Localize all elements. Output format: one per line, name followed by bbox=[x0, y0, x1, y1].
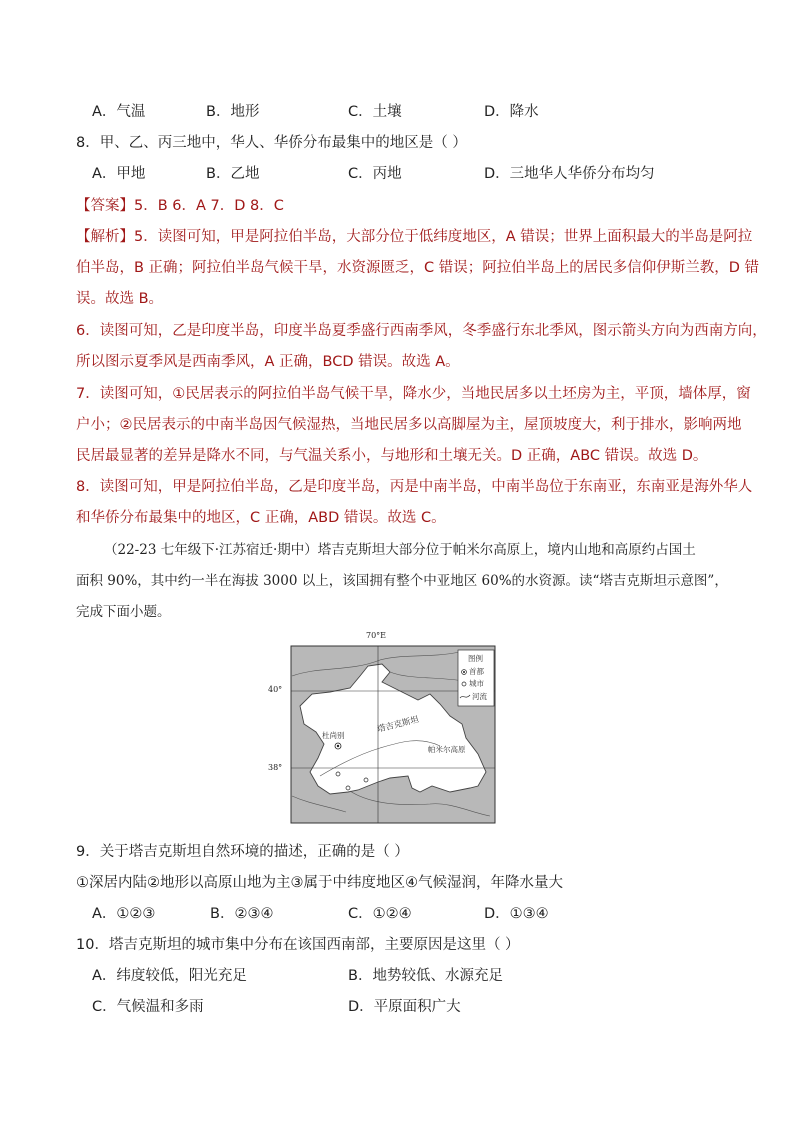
analysis-p8-line2: 和华侨分布最集中的地区，C 正确，ABD 错误。故选 C。 bbox=[76, 510, 446, 526]
city-legend-icon bbox=[462, 682, 466, 686]
map-lon-label: 70°E bbox=[366, 631, 387, 640]
capital-label: 杜尚别 bbox=[322, 731, 345, 740]
map-lat-38-label: 38° bbox=[268, 763, 283, 772]
q9-statements: ①深居内陆②地形以高原山地为主③属于中纬度地区④气候湿润，年降水量大 bbox=[76, 875, 563, 891]
answer-line bbox=[76, 196, 734, 216]
analysis-p6-line2: 所以图示夏季风是西南季风，A 正确，BCD 错误。故选 A。 bbox=[76, 354, 460, 370]
tajikistan-map bbox=[290, 636, 496, 824]
analysis-p8-line1: 8．读图可知，甲是阿拉伯半岛，乙是印度半岛，丙是中南半岛，中南半岛位于东南亚，东南亚是海外华人 bbox=[76, 479, 753, 495]
city-marker-2 bbox=[346, 786, 350, 790]
answer-label: 【答案】 bbox=[76, 198, 134, 214]
q9-option-c[interactable]: C．①②④ bbox=[348, 906, 412, 922]
q7-option-b[interactable]: B．地形 bbox=[206, 104, 260, 120]
analysis-p5-line1 bbox=[76, 227, 753, 247]
q7-option-c[interactable]: C．土壤 bbox=[348, 104, 402, 120]
q10-option-c[interactable]: C．气候温和多雨 bbox=[92, 999, 204, 1015]
q10-option-a[interactable]: A．纬度较低，阳光充足 bbox=[92, 968, 247, 984]
q8-option-a[interactable]: A．甲地 bbox=[92, 166, 146, 182]
q10-stem: 10．塔吉克斯坦的城市集中分布在该国西南部，主要原因是这里（ ） bbox=[76, 937, 520, 953]
analysis-p7-line2: 户小；②民居表示的中南半岛因气候湿热，当地民居多以高脚屋为主，屋顶坡度大，利于排水，影响两地 bbox=[76, 417, 742, 433]
q7-option-a[interactable]: A．气温 bbox=[92, 104, 146, 120]
analysis-label: 【解析】 bbox=[76, 229, 134, 245]
answer-text: 5．B 6．A 7．D 8．C bbox=[134, 198, 284, 214]
q10-option-d[interactable]: D．平原面积广大 bbox=[348, 999, 461, 1015]
legend-river: 河流 bbox=[472, 692, 487, 701]
q8-option-b[interactable]: B．乙地 bbox=[206, 166, 260, 182]
q8-option-c[interactable]: C．丙地 bbox=[348, 166, 402, 182]
map-lat-40-label: 40° bbox=[268, 685, 283, 694]
q9-option-d[interactable]: D．①③④ bbox=[484, 906, 549, 922]
q9-stem: 9．关于塔吉克斯坦自然环境的描述，正确的是（ ） bbox=[76, 844, 409, 860]
analysis-p5-line2: 伯半岛，B 正确；阿拉伯半岛气候干旱，水资源匮乏，C 错误；阿拉伯半岛上的居民多信仰伊斯兰教，D 错 bbox=[76, 260, 760, 276]
analysis-p5-line3: 误。故选 B。 bbox=[76, 291, 164, 307]
analysis-p6-line1: 6．读图可知，乙是印度半岛，印度半岛夏季盛行西南季风，冬季盛行东北季风，图示箭头方向为西南方向， bbox=[76, 323, 767, 339]
plateau-label: 帕米尔高原 bbox=[428, 745, 466, 754]
legend-city: 城市 bbox=[469, 679, 484, 688]
analysis-p7-line1: 7．读图可知，①民居表示的阿拉伯半岛气候干旱，降水少，当地民居多以土坯房为主，平顶，墙体厚，窗 bbox=[76, 386, 751, 402]
city-marker-1 bbox=[336, 772, 340, 776]
country-label: 塔吉克斯坦 bbox=[376, 714, 420, 735]
q8-stem: 8．甲、乙、丙三地中，华人、华侨分布最集中的地区是（ ） bbox=[76, 135, 467, 151]
analysis-p7-line3: 民居最显著的差异是降水不同，与气温关系小，与地形和土壤无关。D 正确，ABC 错误。故选 D。 bbox=[76, 448, 708, 464]
map-svg bbox=[290, 636, 496, 824]
legend-capital: 首都 bbox=[469, 667, 484, 676]
city-marker-3 bbox=[364, 778, 368, 782]
analysis-p5-text1: 5．读图可知，甲是阿拉伯半岛，大部分位于低纬度地区，A 错误；世界上面积最大的半岛是阿拉 bbox=[134, 229, 753, 245]
q9-option-b[interactable]: B．②③④ bbox=[210, 906, 274, 922]
q10-option-b[interactable]: B．地势较低、水源充足 bbox=[348, 968, 503, 984]
intro-line2: 面积 90%，其中约一半在海拔 3000 以上，该国拥有整个中亚地区 60%的水资源。读“塔吉克斯坦示意图”， bbox=[76, 573, 728, 589]
q8-option-d[interactable]: D．三地华人华侨分布均匀 bbox=[484, 166, 655, 182]
legend-title: 图例 bbox=[468, 654, 483, 663]
intro-line1: （22-23 七年级下·江苏宿迁·期中）塔吉克斯坦大部分位于帕米尔高原上，境内山地和高原约占国土 bbox=[104, 542, 696, 558]
q9-option-a[interactable]: A．①②③ bbox=[92, 906, 156, 922]
q7-option-d[interactable]: D．降水 bbox=[484, 104, 539, 120]
intro-line3: 完成下面小题。 bbox=[76, 604, 171, 620]
